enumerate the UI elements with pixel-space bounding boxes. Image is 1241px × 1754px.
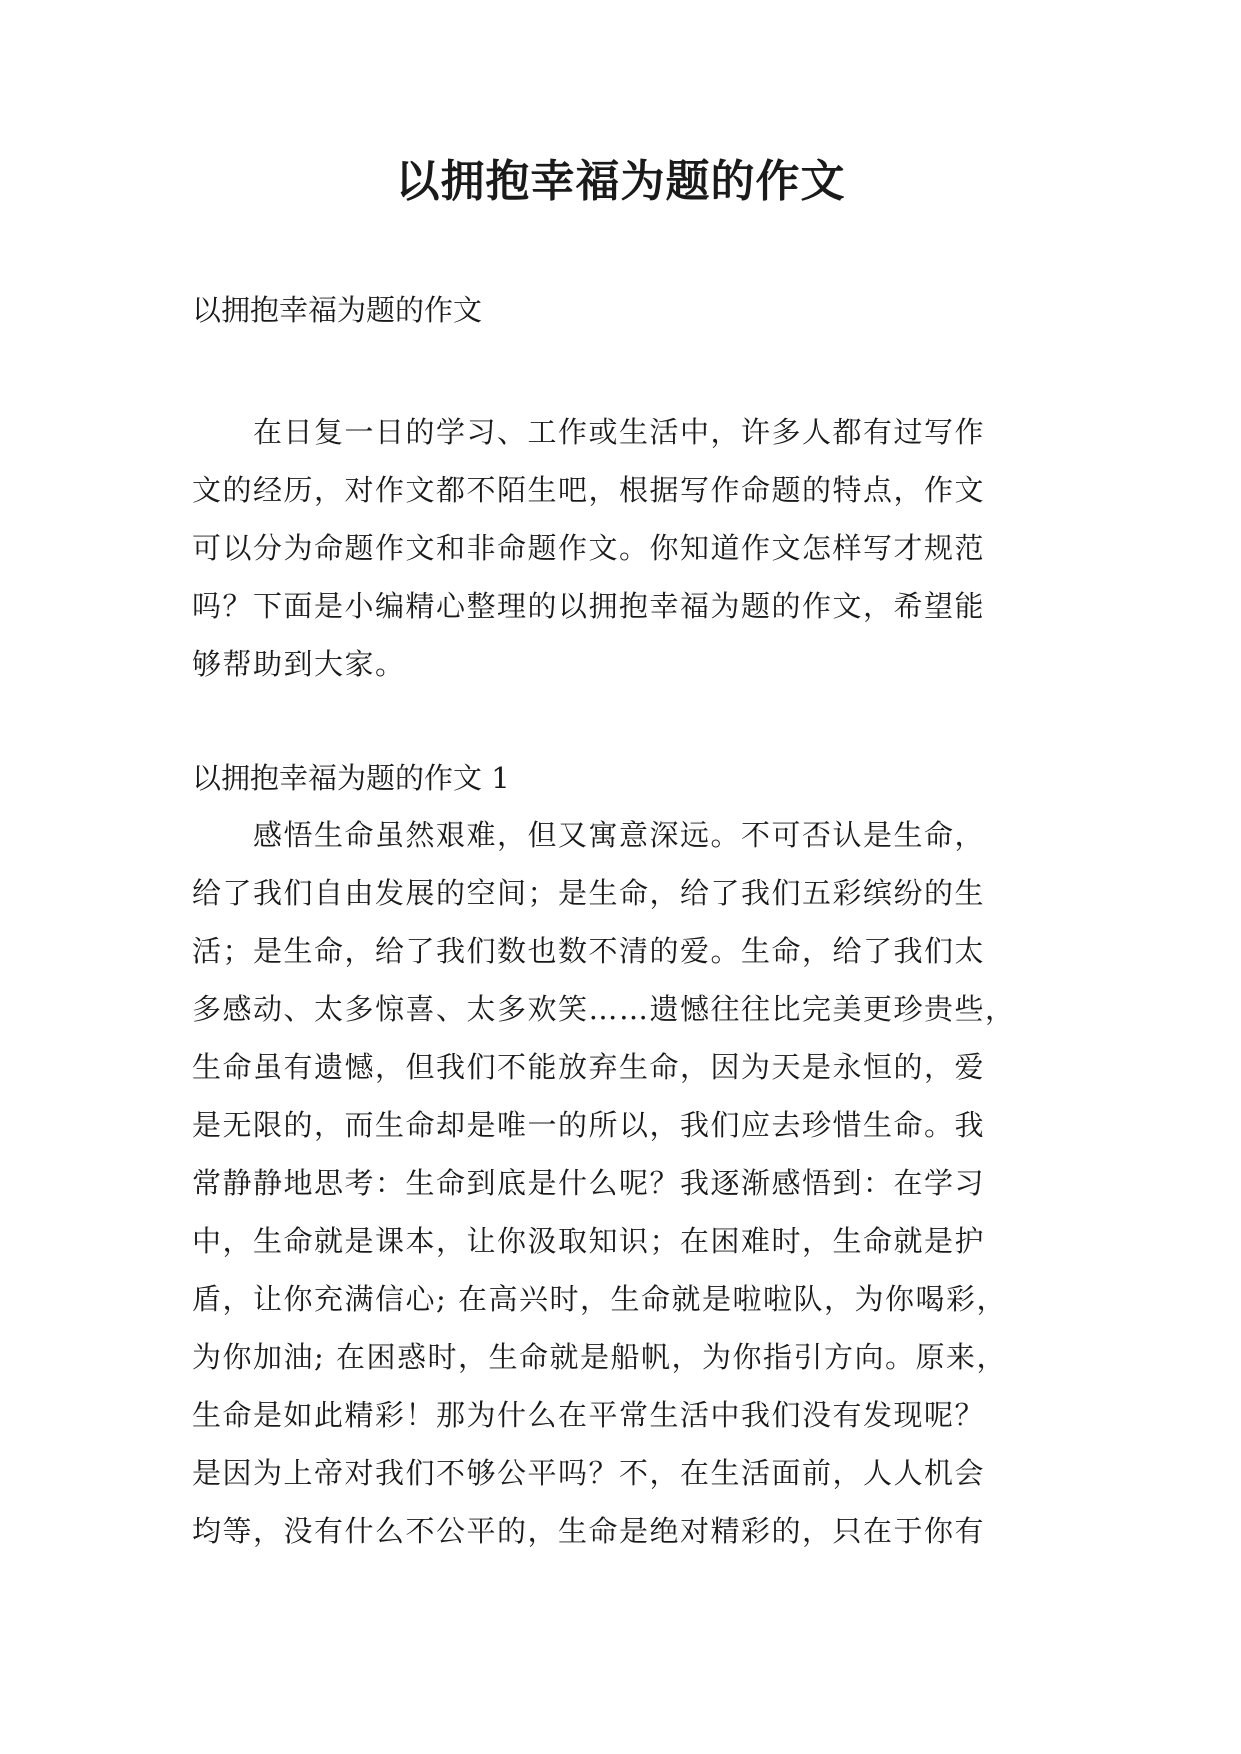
document-subtitle: 以拥抱幸福为题的作文	[192, 293, 483, 327]
intro-line: 文的经历，对作文都不陌生吧，根据写作命题的特点，作文	[192, 473, 986, 507]
essay-line: 生命是如此精彩！那为什么在平常生活中我们没有发现呢？	[192, 1398, 986, 1432]
intro-line: 够帮助到大家。	[192, 647, 406, 681]
essay-line: 是因为上帝对我们不够公平吗？不，在生活面前，人人机会	[192, 1456, 986, 1490]
essay-line: 活；是生命，给了我们数也数不清的爱。生命，给了我们太	[192, 934, 986, 968]
intro-paragraph	[192, 403, 1052, 693]
intro-line: 吗？下面是小编精心整理的以拥抱幸福为题的作文，希望能	[192, 589, 986, 623]
section-heading: 以拥抱幸福为题的作文 1	[192, 761, 510, 795]
essay-line: 是无限的，而生命却是唯一的所以，我们应去珍惜生命。我	[192, 1108, 986, 1142]
essay-line: 中，生命就是课本，让你汲取知识；在困难时，生命就是护	[192, 1224, 986, 1258]
essay-line: 生命虽有遗憾，但我们不能放弃生命，因为天是永恒的，爱	[192, 1050, 986, 1084]
essay-line: 感悟生命虽然艰难，但又寓意深远。不可否认是生命，	[192, 818, 986, 852]
essay-paragraph	[192, 806, 1052, 1560]
intro-line: 可以分为命题作文和非命题作文。你知道作文怎样写才规范	[192, 531, 986, 565]
essay-line: 为你加油; 在困惑时，生命就是船帆，为你指引方向。原来，	[192, 1340, 1007, 1374]
document-title: 以拥抱幸福为题的作文	[395, 156, 846, 207]
intro-line: 在日复一日的学习、工作或生活中，许多人都有过写作	[192, 415, 986, 449]
essay-line: 盾，让你充满信心; 在高兴时，生命就是啦啦队，为你喝彩，	[192, 1282, 1007, 1316]
essay-line: 常静静地思考：生命到底是什么呢？我逐渐感悟到：在学习	[192, 1166, 986, 1200]
essay-line: 均等，没有什么不公平的，生命是绝对精彩的，只在于你有	[192, 1514, 986, 1548]
essay-line: 多感动、太多惊喜、太多欢笑……遗憾往往比完美更珍贵些，	[192, 992, 1016, 1026]
essay-line: 给了我们自由发展的空间；是生命，给了我们五彩缤纷的生	[192, 876, 986, 910]
